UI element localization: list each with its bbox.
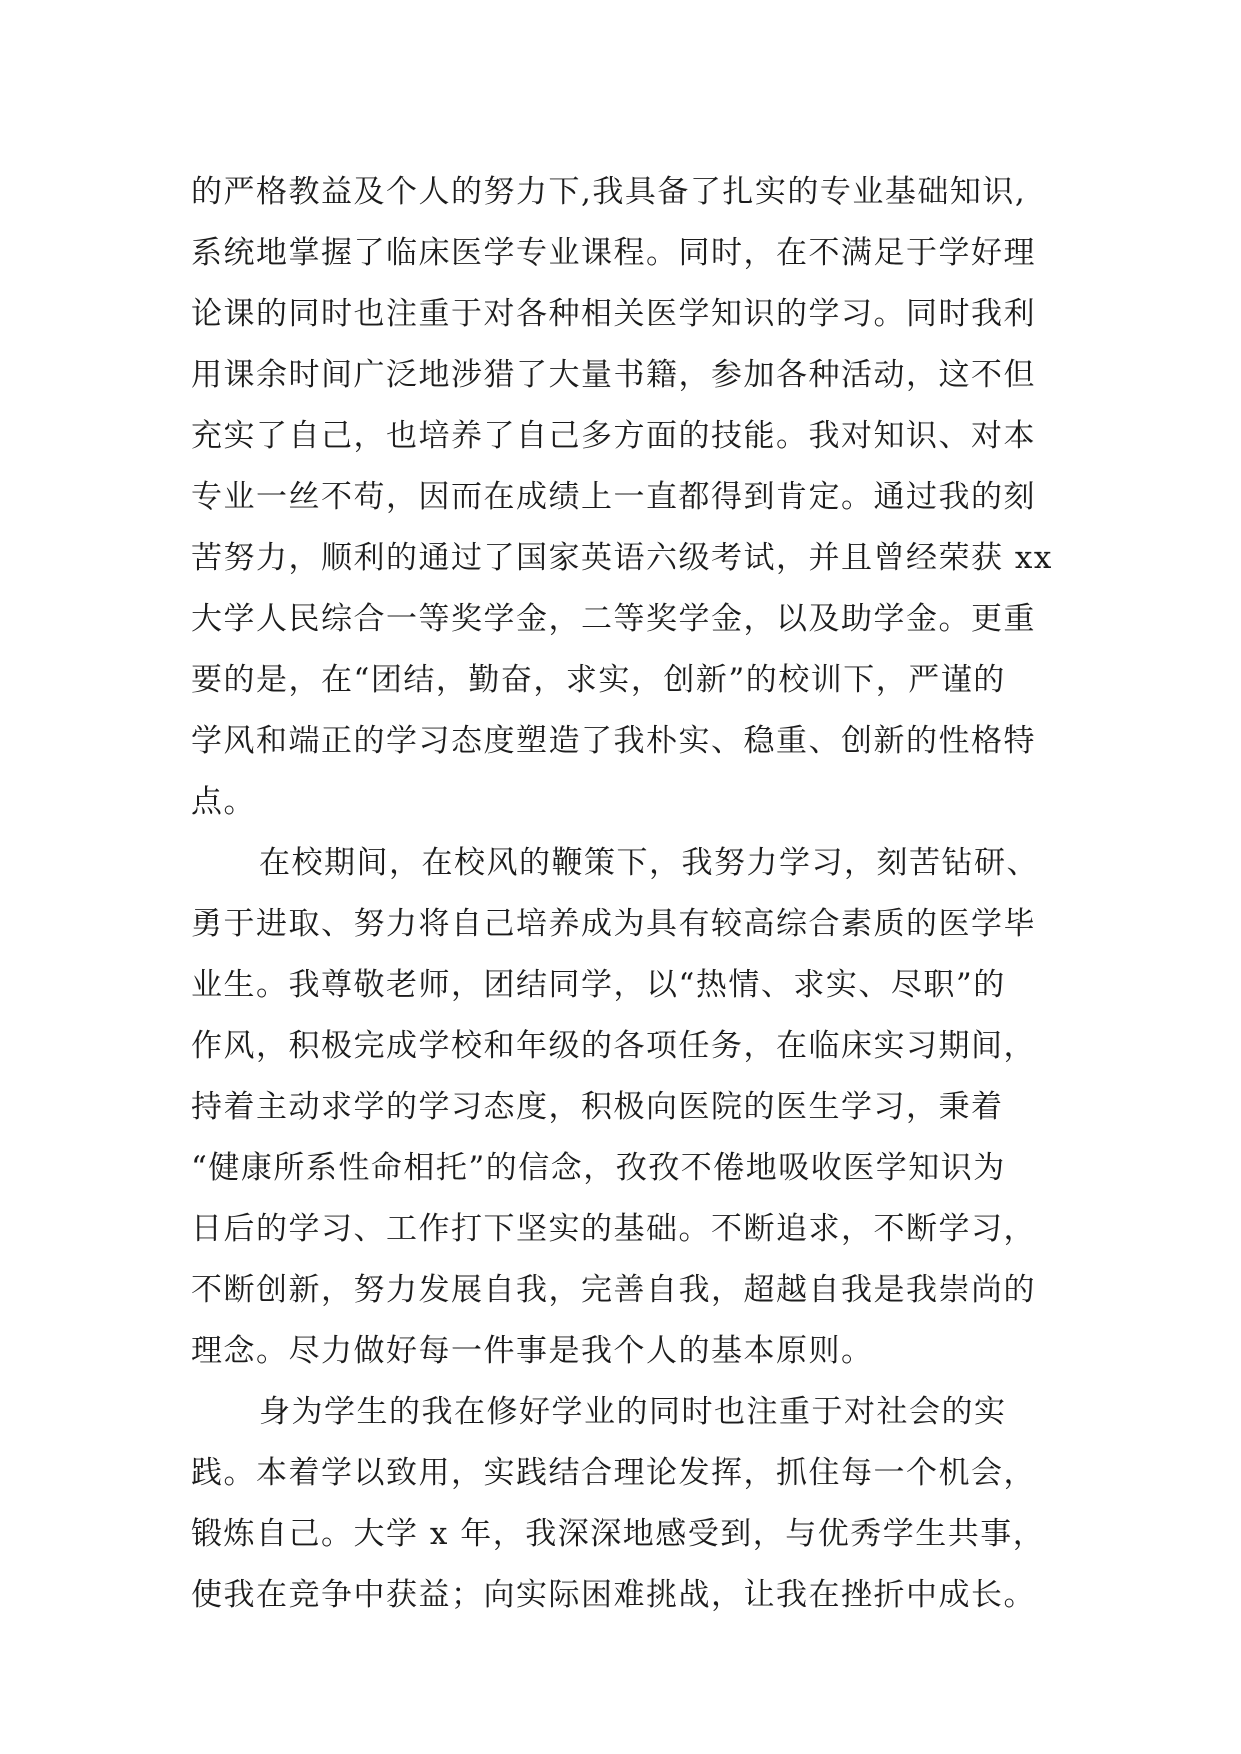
- text-line: 学风和端正的学习态度塑造了我朴实、稳重、创新的性格特: [191, 723, 1036, 759]
- document-body: [191, 162, 1091, 1626]
- text-line: 使我在竞争中获益；向实际困难挑战，让我在挫折中成长。: [191, 1577, 1036, 1613]
- text-line: 充实了自己，也培养了自己多方面的技能。我对知识、对本: [191, 418, 1036, 454]
- text-line: 不断创新，努力发展自我，完善自我，超越自我是我崇尚的: [191, 1272, 1036, 1308]
- paragraph-start-line: 身为学生的我在修好学业的同时也注重于对社会的实: [259, 1394, 1007, 1430]
- text-line: 践。本着学以致用，实践结合理论发挥，抓住每一个机会，: [191, 1455, 1036, 1491]
- text-line: 论课的同时也注重于对各种相关医学知识的学习。同时我利: [191, 296, 1036, 332]
- text-line: 大学人民综合一等奖学金，二等奖学金，以及助学金。更重: [191, 601, 1036, 637]
- text-line: 持着主动求学的学习态度，积极向医院的医生学习，秉着: [191, 1089, 1004, 1125]
- text-line: 的严格教益及个人的努力下,我具备了扎实的专业基础知识,: [191, 174, 1027, 210]
- text-line: 用课余时间广泛地涉猎了大量书籍，参加各种活动，这不但: [191, 357, 1036, 393]
- text-line: 锻炼自己。大学 x 年，我深深地感受到，与优秀学生共事，: [191, 1516, 1046, 1552]
- text-line: 要的是，在“团结，勤奋，求实，创新”的校训下，严谨的: [191, 662, 1006, 698]
- text-line: 专业一丝不苟，因而在成绩上一直都得到肯定。通过我的刻: [191, 479, 1036, 515]
- text-line: 点。: [191, 784, 256, 820]
- text-line: 理念。尽力做好每一件事是我个人的基本原则。: [191, 1333, 874, 1369]
- text-line: 业生。我尊敬老师，团结同学，以“热情、求实、尽职”的: [191, 967, 1006, 1003]
- text-line: “健康所系性命相托”的信念，孜孜不倦地吸收医学知识为: [191, 1150, 1006, 1186]
- paragraph-start-line: 在校期间，在校风的鞭策下，我努力学习，刻苦钻研、: [259, 845, 1039, 881]
- text-line: 日后的学习、工作打下坚实的基础。不断追求，不断学习，: [191, 1211, 1036, 1247]
- text-line: 作风，积极完成学校和年级的各项任务，在临床实习期间，: [191, 1028, 1036, 1064]
- text-line: 勇于进取、努力将自己培养成为具有较高综合素质的医学毕: [191, 906, 1036, 942]
- text-line: 系统地掌握了临床医学专业课程。同时，在不满足于学好理: [191, 235, 1036, 271]
- text-line: 苦努力，顺利的通过了国家英语六级考试，并且曾经荣获 xx: [191, 540, 1053, 576]
